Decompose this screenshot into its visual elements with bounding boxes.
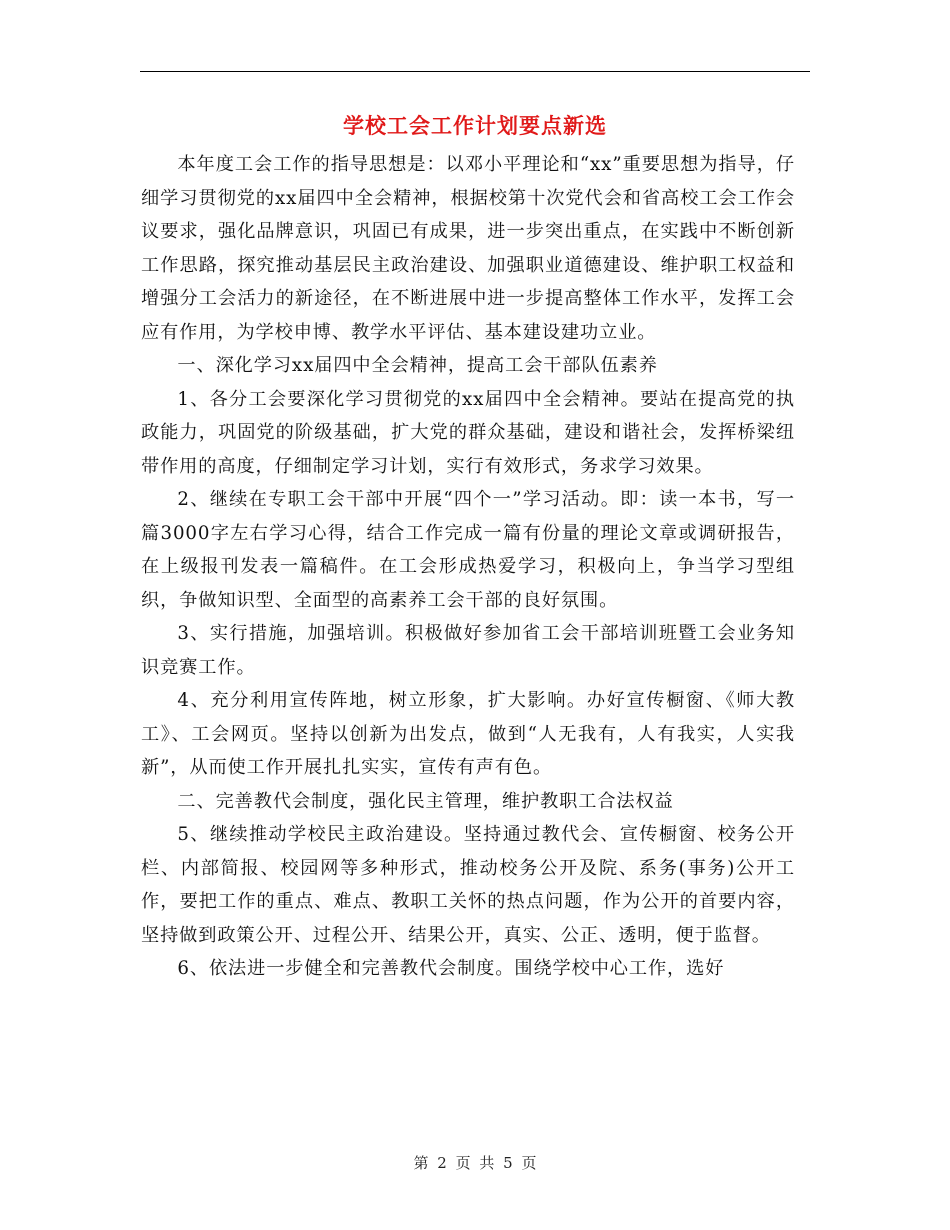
paragraph-item-2: 2、继续在专职工会干部中开展“四个一”学习活动。即：读一本书，写一篇3000字左右学习心得，结合工作完成一篇有份量的理论文章或调研报告，在上级报刊发表一篇稿件。在工会形成热爱学习，积极向上，争当学习型组织，争做知识型、全面型的高素养工会干部的良好氛围。 xyxy=(141,489,795,611)
section-heading-1: 一、深化学习xx届四中全会精神，提高工会干部队伍素养 xyxy=(177,355,658,376)
paragraph-item-6: 6、依法进一步健全和完善教代会制度。围绕学校中心工作，选好 xyxy=(177,958,725,979)
section-heading-2: 二、完善教代会制度，强化民主管理，维护教职工合法权益 xyxy=(177,790,674,812)
document-title: 学校工会工作计划要点新选 xyxy=(343,113,607,138)
paragraph-item-1: 1、各分工会要深化学习贯彻党的xx届四中全会精神。要站在提高党的执政能力，巩固党的阶级基础，扩大党的群众基础，建设和谐社会，发挥桥梁纽带作用的高度，仔细制定学习计划，实行有效形式，务求学习效果。 xyxy=(141,388,795,477)
paragraph-intro: 本年度工会工作的指导思想是：以邓小平理论和“xx”重要思想为指导，仔细学习贯彻党的xx届四中全会精神，根据校第十次党代会和省高校工会工作会议要求，强化品牌意识，巩固已有成果，进一步突出重点，在实践中不断创新工作思路，探究推动基层民主政治建设、加强职业道德建设、维护职工权益和增强分工会活力的新途径，在不断进展中进一步提高整体工作水平，发挥工会应有作用，为学校申博、教学水平评估、基本建设建功立业。 xyxy=(141,154,795,343)
paragraph-item-4: 4、充分利用宣传阵地，树立形象，扩大影响。办好宣传橱窗、《师大教工》、工会网页。坚持以创新为出发点，做到“人无我有，人有我实，人实我新”，从而使工作开展扎扎实实，宣传有声有色。 xyxy=(141,690,795,778)
paragraph-item-5: 5、继续推动学校民主政治建设。坚持通过教代会、宣传橱窗、校务公开栏、内部简报、校园网等多种形式，推动校务公开及院、系务(事务)公开工作，要把工作的重点、难点、教职工关怀的热点问题，作为公开的首要内容，坚持做到政策公开、过程公开、结果公开，真实、公正、透明，便于监督。 xyxy=(141,824,795,946)
page-number: 第 2 页 共 5 页 xyxy=(413,1154,537,1172)
document-body xyxy=(141,148,795,986)
header-rule xyxy=(140,71,810,72)
paragraph-item-3: 3、实行措施，加强培训。积极做好参加省工会干部培训班暨工会业务知识竞赛工作。 xyxy=(141,623,795,678)
